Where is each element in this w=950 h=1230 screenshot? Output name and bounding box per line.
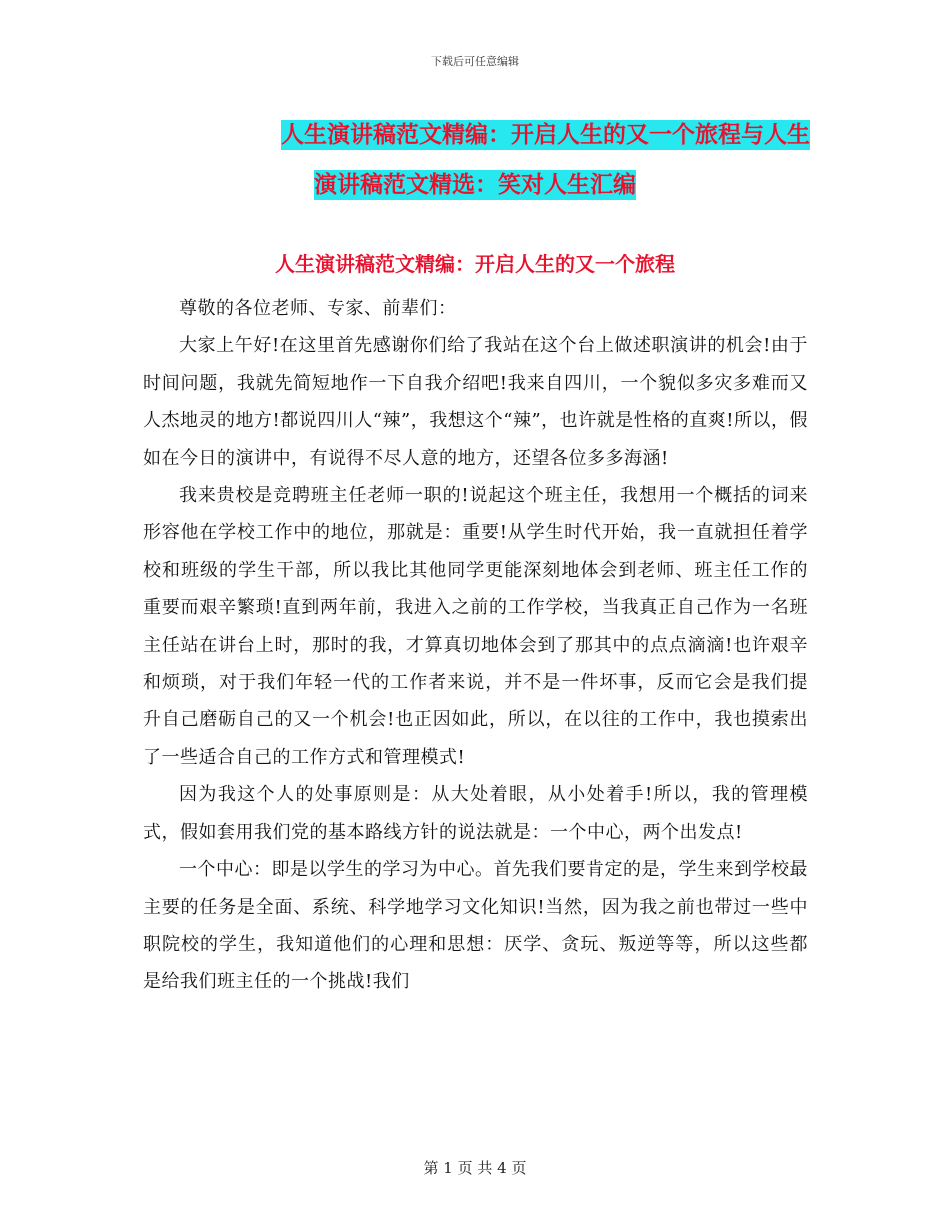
page-number: 第 1 页 共 4 页 <box>423 1159 527 1177</box>
document-title <box>140 110 810 210</box>
title-line-1: 人生演讲稿范文精编：开启人生的又一个旅程与人生 <box>281 122 810 148</box>
paragraph: 大家上午好!在这里首先感谢你们给了我站在这个台上做述职演讲的机会!由于时间问题，我就先简短地作一下自我介绍吧!我来自四川，一个貌似多灾多难而又人杰地灵的地方!都说四川人“辣”，我想这个“辣”，也许就是性格的直爽!所以，假如在今日的演讲中，有说得不尽人意的地方，还望各位多多海涵! <box>143 335 808 469</box>
paragraph: 因为我这个人的处事原则是：从大处着眼，从小处着手!所以，我的管理模式，假如套用我们党的基本路线方针的说法就是：一个中心，两个出发点! <box>143 784 808 843</box>
body-text <box>143 290 808 1001</box>
title-line-2: 演讲稿范文精选：笑对人生汇编 <box>314 172 636 198</box>
section-title: 人生演讲稿范文精编：开启人生的又一个旅程 <box>275 252 675 276</box>
paragraph: 一个中心：即是以学生的学习为中心。首先我们要肯定的是，学生来到学校最主要的任务是全面、系统、科学地学习文化知识!当然，因为我之前也带过一些中职院校的学生，我知道他们的心理和思想：厌学、贪玩、叛逆等等，所以这些都是给我们班主任的一个挑战!我们 <box>143 859 808 993</box>
paragraph-salutation: 尊敬的各位老师、专家、前辈们： <box>179 298 457 319</box>
page-header-note: 下载后可任意编辑 <box>431 55 519 68</box>
paragraph: 我来贵校是竞聘班主任老师一职的!说起这个班主任，我想用一个概括的词来形容他在学校工作中的地位，那就是：重要!从学生时代开始，我一直就担任着学校和班级的学生干部，所以我比其他同学更能深刻地体会到老师、班主任工作的重要而艰辛繁琐!直到两年前，我进入之前的工作学校，当我真正自己作为一名班主任站在讲台上时，那时的我，才算真切地体会到了那其中的点点滴滴!也许艰辛和烦琐，对于我们年轻一代的工作者来说，并不是一件坏事，反而它会是我们提升自己磨砺自己的又一个机会!也正因如此，所以，在以往的工作中，我也摸索出了一些适合自己的工作方式和管理模式! <box>143 485 808 768</box>
